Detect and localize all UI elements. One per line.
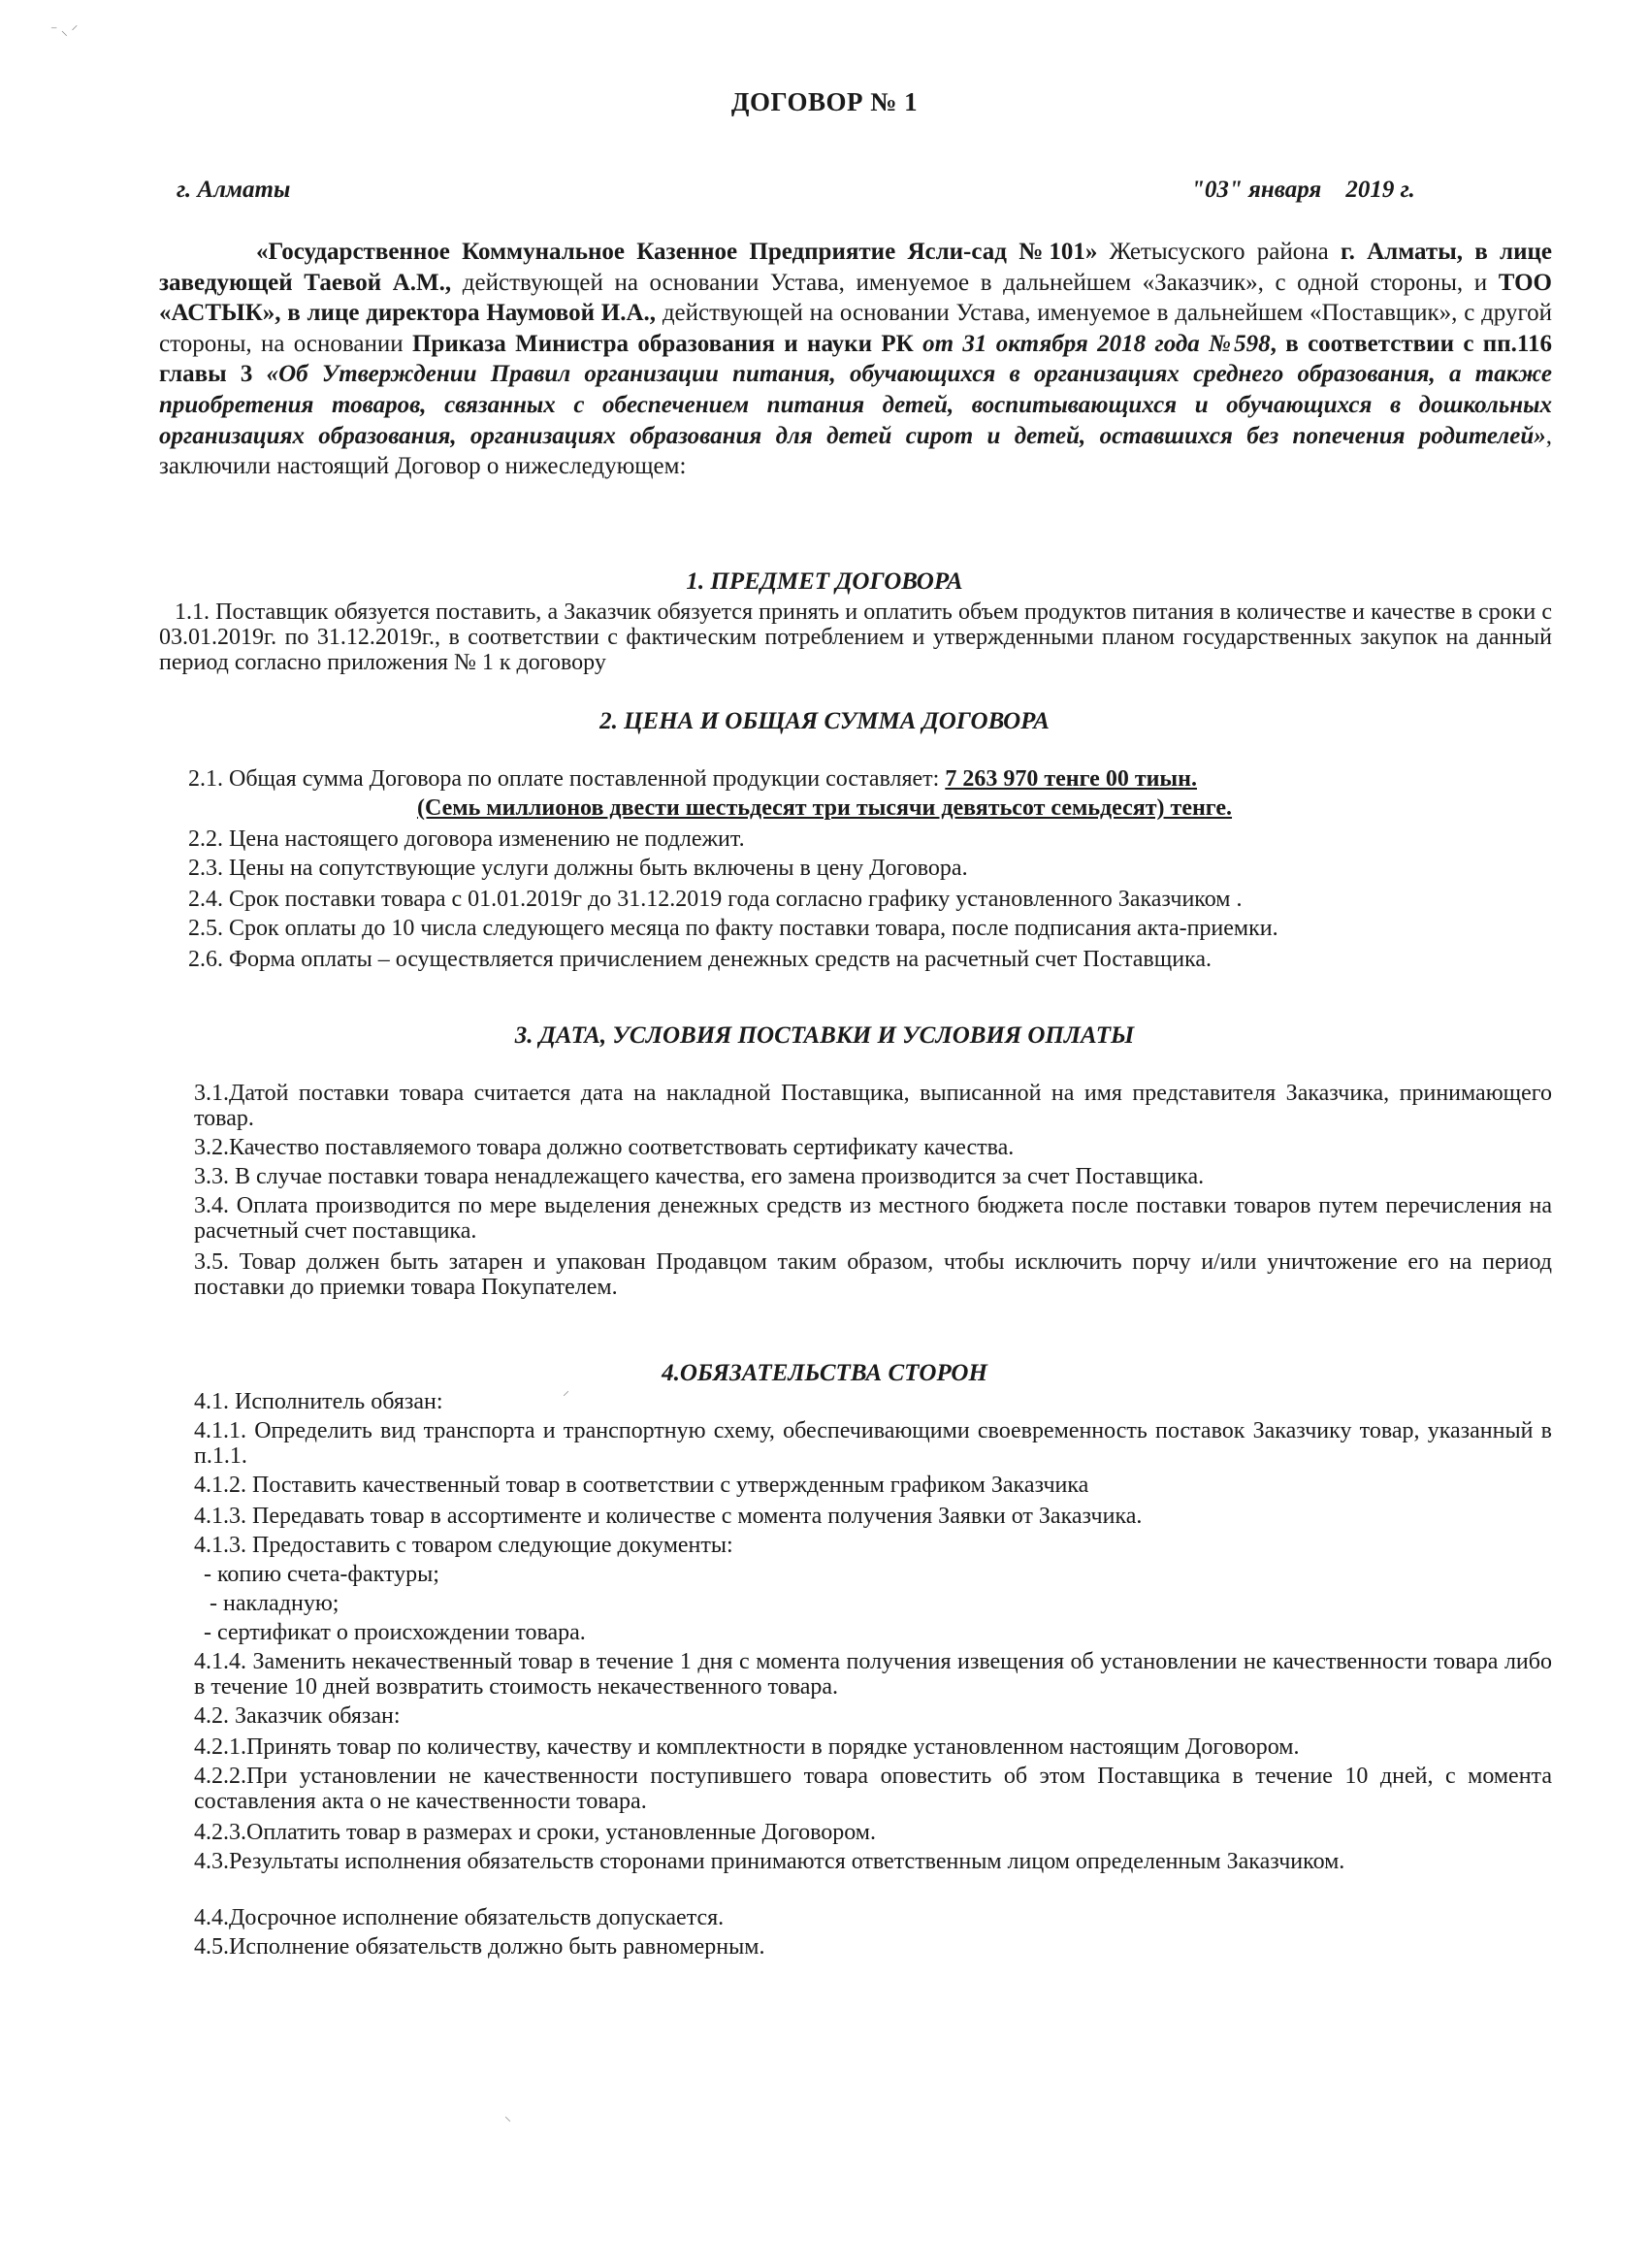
section-1-heading: 1. ПРЕДМЕТ ДОГОВОРА: [686, 568, 963, 595]
contract-sum: 7 263 970 тенге 00 тиын.: [945, 766, 1197, 792]
clause-4-2-3: 4.2.3.Оплатить товар в размерах и сроки, установленные Договором.: [194, 1820, 876, 1845]
preamble-text: действующей на основании Устава, именуемое в дальнейшем «Заказчик», с одной стороны, и: [451, 269, 1499, 296]
clause-2-2: 2.2. Цена настоящего договора изменению не подлежит.: [188, 826, 745, 852]
customer-representative: г. Алматы, в лице заведующей Таевой А.М.,: [159, 239, 1552, 296]
document-item-waybill: - накладную;: [210, 1591, 340, 1616]
clause-4-1-2: 4.1.2. Поставить качественный товар в соответствии с утвержденным графиком Заказчика: [194, 1473, 1089, 1498]
clause-2-5: 2.5. Срок оплаты до 10 числа следующего месяца по факту поставки товара, после подписания акта-приемки.: [188, 916, 1278, 941]
order-clause: , в соответствии с пп.116 главы 3: [159, 330, 1552, 388]
customer-name: «Государственное Коммунальное Казенное Предприятие Ясли-сад №101»: [256, 239, 1098, 265]
order-date: от 31 октября 2018 года №598: [922, 330, 1271, 357]
clause-4-2: 4.2. Заказчик обязан:: [194, 1703, 401, 1729]
clause-3-4: 3.4. Оплата производится по мере выделения денежных средств из местного бюджета после поставки товаров путем перечисления на расчетный счет поставщика.: [194, 1193, 1552, 1244]
clause-3-1: 3.1.Датой поставки товара считается дата на накладной Поставщика, выписанной на имя представителя Заказчика, принимающего товар.: [194, 1081, 1552, 1131]
clause-2-1: [188, 766, 1552, 793]
scan-mark: ⸝: [563, 1384, 569, 1399]
clause-4-2-1: 4.2.1.Принять товар по количеству, качеству и комплектности в порядке установленном настоящим Договором.: [194, 1734, 1300, 1760]
clause-4-4: 4.4.Досрочное исполнение обязательств допускается.: [194, 1905, 725, 1930]
document-item-certificate: - сертификат о происхождении товара.: [204, 1620, 586, 1645]
clause-2-6: 2.6. Форма оплаты – осуществляется причислением денежных средств на расчетный счет Поставщика.: [188, 947, 1212, 972]
contract-sum-in-words: (Семь миллионов двести шестьдесят три тысячи девятьсот семьдесят) тенге.: [416, 795, 1233, 821]
contract-sum-words: [0, 795, 1649, 822]
clause-4-2-2: 4.2.2.При установлении не качественности поступившего товара оповестить об этом Поставщика в течение 10 дней, с момента составления акта о не качественности товара.: [194, 1764, 1552, 1814]
clause-2-3: 2.3. Цены на сопутствующие услуги должны быть включены в цену Договора.: [188, 856, 968, 881]
section-4-heading: 4.ОБЯЗАТЕЛЬСТВА СТОРОН: [662, 1360, 987, 1386]
rules-title: «Об Утверждении Правил организации питания, обучающихся в организациях среднего образования, а также приобретения товаров, связанных с обеспечением питания детей, воспитывающихся и обучающихся в дошкольных организациях образования, организациях образования для детей сирот и детей, оставшихся без попечения родителей»: [159, 361, 1552, 449]
clause-4-5: 4.5.Исполнение обязательств должно быть равномерным.: [194, 1934, 765, 1960]
scan-mark: ⁻ ⸜ ⸍: [50, 24, 79, 39]
clause-4-1-3-documents: 4.1.3. Предоставить с товаром следующие документы:: [194, 1533, 733, 1558]
order-reference: Приказа Министра образования и науки РК: [411, 330, 923, 357]
clause-4-1-3: 4.1.3. Передавать товар в ассортименте и количестве с момента получения Заявки от Заказчика.: [194, 1504, 1143, 1529]
clause-3-2: 3.2.Качество поставляемого товара должно соответствовать сертификату качества.: [194, 1135, 1015, 1160]
section-2-heading: 2. ЦЕНА И ОБЩАЯ СУММА ДОГОВОРА: [599, 708, 1050, 734]
clause-4-1-4: 4.1.4. Заменить некачественный товар в течение 1 дня с момента получения извещения об установлении не качественности товара либо в течение 10 дней возвратить стоимость некачественного товара.: [194, 1649, 1552, 1700]
clause-2-4: 2.4. Срок поставки товара с 01.01.2019г до 31.12.2019 года согласно графику установленного Заказчиком .: [188, 887, 1243, 912]
clause-2-1-text: 2.1. Общая сумма Договора по оплате поставленной продукции составляет:: [188, 766, 946, 792]
clause-1-1: 1.1. Поставщик обязуется поставить, а Заказчик обязуется принять и оплатить объем продуктов питания в количестве и качестве в сроки с 03.01.2019г. по 31.12.2019г., в соответствии с фактическим потреблением и утвержденными планом государственных закупок на данный период согласно приложения № 1 к договору: [159, 599, 1552, 675]
clause-3-3: 3.3. В случае поставки товара ненадлежащего качества, его замена производится за счет Поставщика.: [194, 1164, 1205, 1189]
preamble: [159, 237, 1552, 482]
clause-3-5: 3.5. Товар должен быть затарен и упакован Продавцом таким образом, чтобы исключить порчу и/или уничтожение его на период поставки до приемки товара Покупателем.: [194, 1249, 1552, 1300]
document-title: ДОГОВОР № 1: [730, 87, 919, 116]
document-item-invoice: - копию счета-фактуры;: [204, 1562, 439, 1587]
section-3-heading: 3. ДАТА, УСЛОВИЯ ПОСТАВКИ И УСЛОВИЯ ОПЛАТЫ: [514, 1022, 1135, 1049]
clause-4-3: 4.3.Результаты исполнения обязательств сторонами принимаются ответственным лицом определенным Заказчиком.: [194, 1849, 1345, 1874]
preamble-text: действующей на основании Устава, именуемое в дальнейшем «Поставщик», с другой стороны, на основании: [159, 300, 1552, 357]
clause-4-1-1: 4.1.1. Определить вид транспорта и транспортную схему, обеспечивающими своевременность поставок Заказчику товар, указанный в п.1.1.: [194, 1418, 1552, 1469]
scan-mark: ⸜: [504, 2110, 511, 2124]
supplier-name: ТОО «АСТЫК», в лице директора Наумовой И.А.,: [159, 269, 1552, 327]
clause-4-1: 4.1. Исполнитель обязан:: [194, 1389, 443, 1414]
preamble-text: , заключили настоящий Договор о нижеследующем:: [159, 422, 1552, 480]
contract-city: г. Алматы: [177, 177, 291, 203]
preamble-text: Жетысуского района: [1097, 239, 1342, 265]
contract-date: "03" января 2019 г.: [1191, 177, 1415, 203]
